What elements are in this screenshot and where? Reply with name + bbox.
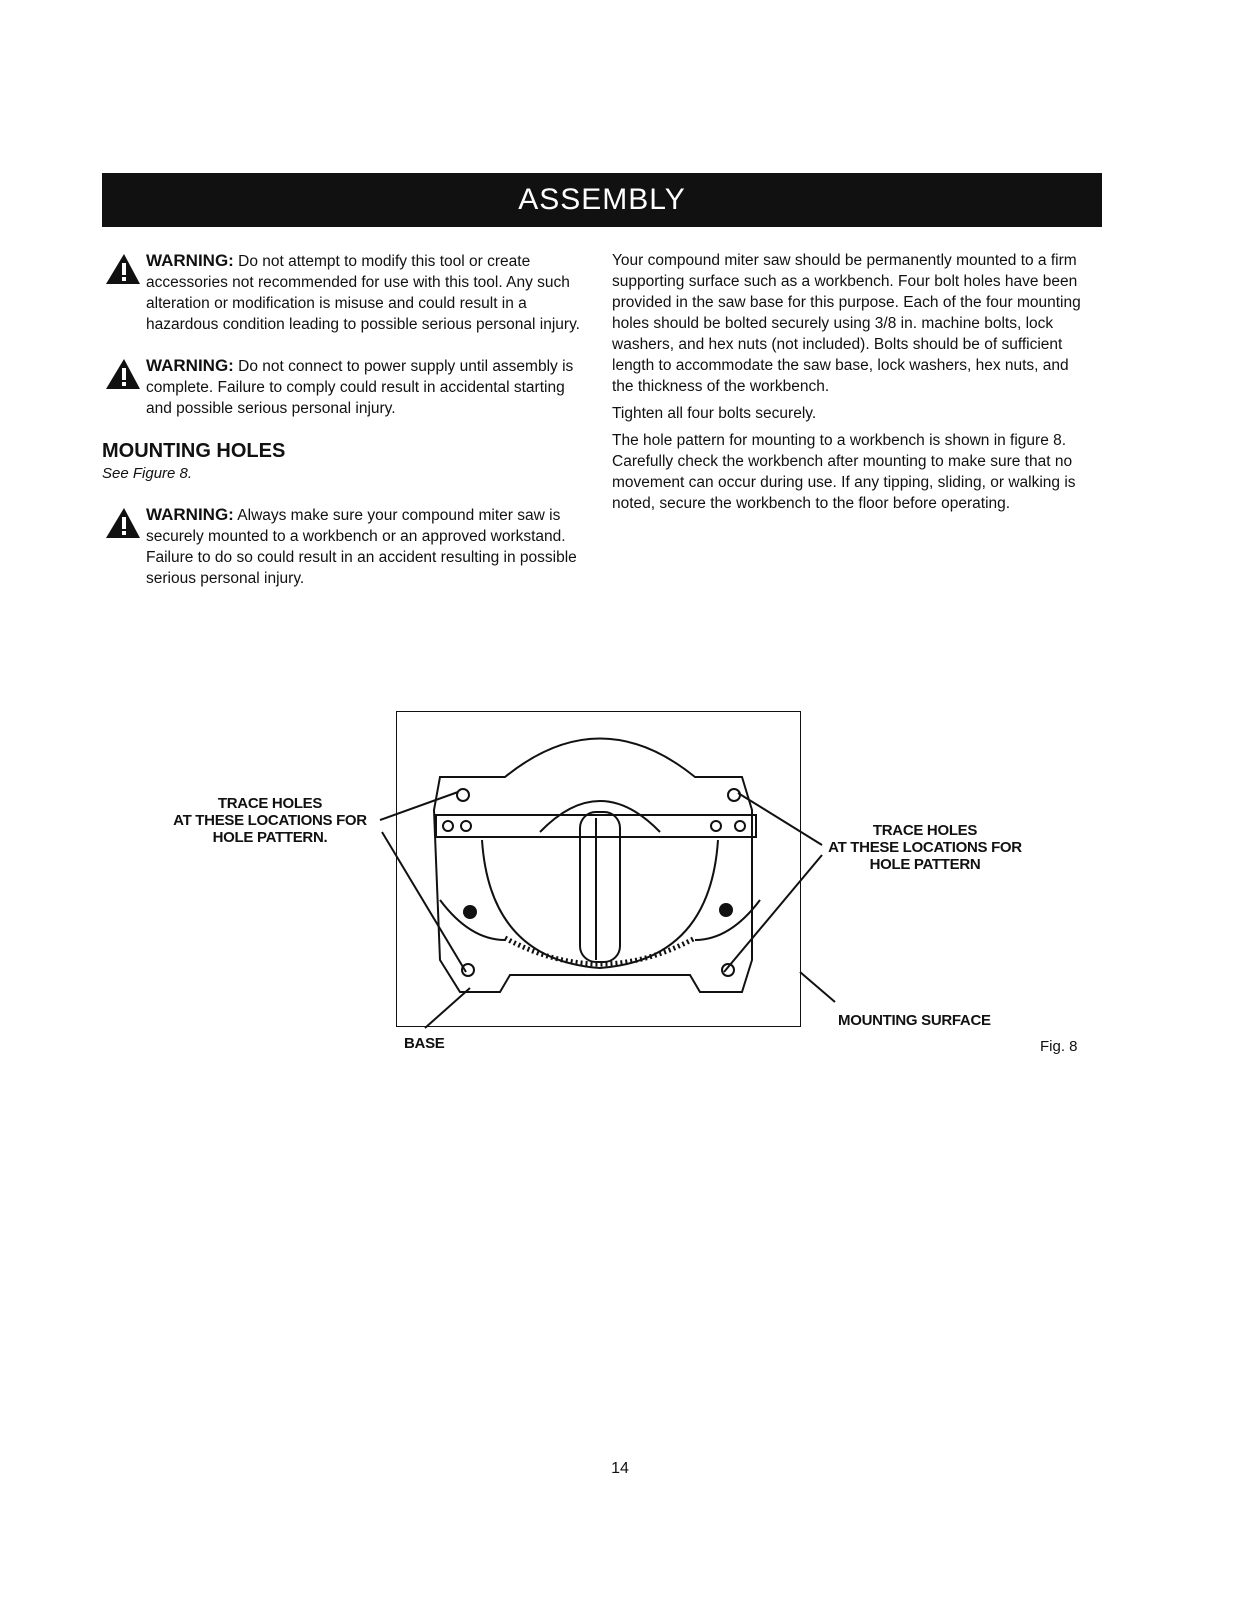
leader-line xyxy=(800,972,835,1002)
knob xyxy=(463,905,477,919)
callout-line: HOLE PATTERN. xyxy=(212,829,328,846)
callout-line: AT THESE LOCATIONS FOR xyxy=(828,839,1022,856)
hole-pattern-paragraph: The hole pattern for mounting to a workbench is shown in figure 8. Carefully check the workbench after mounting to make sure that no movement can occur during use. If any tipping, sliding, or walking is noted, secure the workbench to the floor before operating. xyxy=(612,432,1076,512)
turntable xyxy=(482,840,718,968)
warning-label: WARNING: xyxy=(146,251,234,270)
callout-line: TRACE HOLES xyxy=(217,795,323,812)
saw-base-outline xyxy=(434,739,752,993)
callout-line: AT THESE LOCATIONS FOR xyxy=(173,812,367,829)
mounting-paragraph: Your compound miter saw should be permanently mounted to a firm supporting surface such as a workbench. Four bolt holes have been provided in the saw base for this purpose. Each of the four mounting holes should be bolted securely using 3/8 in. machine bolts, lock washers, and hex nuts (not included). Bolts should be of sufficient length to accommodate the saw base, lock washers, hex nuts, and the thickness of the workbench. xyxy=(612,252,1081,395)
section-title: MOUNTING HOLES xyxy=(102,440,286,462)
callout-line: TRACE HOLES xyxy=(872,822,978,839)
tighten-paragraph: Tighten all four bolts securely. xyxy=(612,405,817,422)
miter-scale xyxy=(505,938,695,964)
warning-text: Do not connect to power supply until assembly is complete. Failure to comply could result in accidental starting and possible serious personal injury. xyxy=(146,358,574,417)
section-reference: See Figure 8. xyxy=(102,465,193,482)
warning-text: Always make sure your compound miter saw is securely mounted to a workbench or an approved workstand. Failure to do so could result in an accident resulting in possible serious personal injury. xyxy=(146,507,577,587)
fence-hole xyxy=(443,821,453,831)
callout-left xyxy=(160,795,380,846)
leader-line xyxy=(724,855,822,972)
callout-base: BASE xyxy=(404,1035,445,1052)
page-number: 14 xyxy=(611,1460,629,1477)
figure-caption: Fig. 8 xyxy=(1040,1038,1078,1055)
section-banner: ASSEMBLY xyxy=(102,173,1102,227)
knob xyxy=(719,903,733,917)
fence-hole xyxy=(461,821,471,831)
warning-label: WARNING: xyxy=(146,505,234,524)
warning-label: WARNING: xyxy=(146,356,234,375)
mounting-hole xyxy=(457,789,469,801)
fence-hole xyxy=(711,821,721,831)
fence-hole xyxy=(735,821,745,831)
callout-line: HOLE PATTERN xyxy=(869,856,981,873)
leader-line xyxy=(382,832,466,972)
leader-line xyxy=(425,988,470,1028)
callout-mounting-surface: MOUNTING SURFACE xyxy=(838,1012,991,1029)
callout-right xyxy=(815,822,1035,873)
miter-arm xyxy=(580,812,620,962)
warning-text: Do not attempt to modify this tool or create accessories not recommended for use with this tool. Any such alteration or modification is misuse and could result in a hazardous condition leading to possible serious personal injury. xyxy=(146,253,580,333)
mounting-hole xyxy=(728,789,740,801)
blade-slot-arc xyxy=(540,801,660,832)
